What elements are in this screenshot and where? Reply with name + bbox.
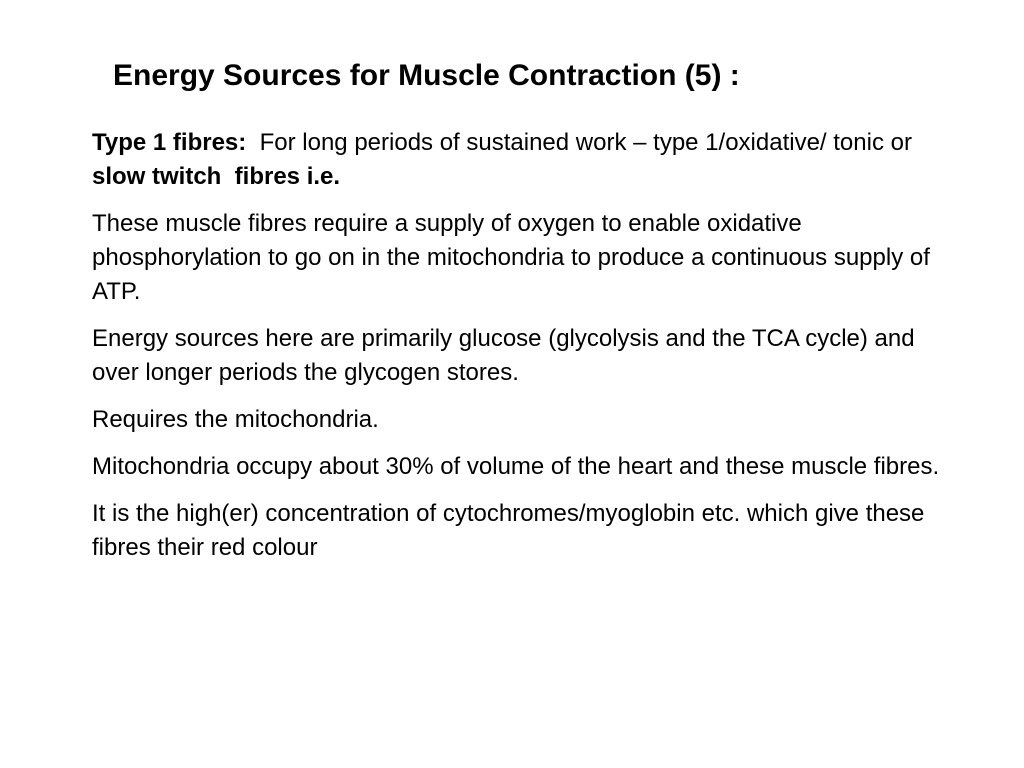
paragraph-oxygen-supply: These muscle fibres require a supply of oxygen to enable oxidative phosphorylation to go on in the mitochondria to produce a continuous supply of ATP. bbox=[92, 210, 930, 305]
slide-body bbox=[92, 126, 952, 578]
type1-fibres-text: For long periods of sustained work – type 1/oxidative/ tonic or bbox=[259, 129, 912, 156]
paragraph-mitochondria-volume: Mitochondria occupy about 30% of volume of the heart and these muscle fibres. bbox=[92, 453, 940, 480]
slow-twitch-emphasis: slow twitch fibres i.e. bbox=[92, 163, 341, 190]
slide-title: Energy Sources for Muscle Contraction (5) : bbox=[113, 59, 740, 92]
paragraph-requires-mitochondria: Requires the mitochondria. bbox=[92, 406, 379, 433]
type1-fibres-label: Type 1 fibres: bbox=[92, 129, 247, 156]
paragraph-energy-sources: Energy sources here are primarily glucose (glycolysis and the TCA cycle) and over longer periods the glycogen stores. bbox=[92, 325, 915, 386]
paragraph-red-colour: It is the high(er) concentration of cytochromes/myoglobin etc. which give these fibres their red colour bbox=[92, 500, 925, 561]
paragraph-type1-fibres bbox=[92, 126, 952, 194]
